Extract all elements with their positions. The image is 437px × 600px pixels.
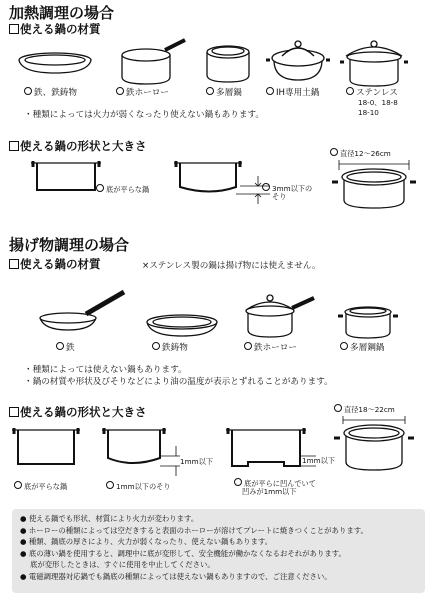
fry-flat-pot-icon: [12, 428, 80, 464]
material-iron: 鉄、鉄鋳物: [24, 87, 77, 99]
fry-warped-pot-icon: [102, 428, 180, 476]
notice-line: ● 電磁調理器対応鍋でも鍋底の種類によっては使えない鍋もありますので、ご注意ください。: [20, 571, 332, 581]
fry-dent-mm: 1mm以下: [302, 456, 335, 465]
fry-diameter-pot-icon: [334, 416, 414, 470]
notice-box: [12, 509, 425, 593]
fry-cast-iron-icon: [147, 315, 217, 336]
fry-dent-label: 底が平らに凹んでいて: [234, 478, 316, 489]
fry-flat-label: 底が平らな鍋: [14, 481, 67, 492]
iron-pan-icon: [19, 53, 91, 73]
heating-title: 加熱調理の場合: [9, 4, 115, 22]
material-stainless: ステンレス: [346, 87, 398, 99]
square-icon: [9, 141, 19, 151]
warped-pot-icon: [174, 161, 270, 204]
diameter-pot-icon: [332, 160, 416, 208]
fry-warp-label: 1mm以下のそり: [106, 481, 171, 492]
notice-line: ● 使える鍋でも形状、材質により火力が変わります。: [20, 514, 199, 523]
clay-pot-icon: [266, 41, 330, 80]
stainless-grade-1: 18-0、18-8: [358, 98, 398, 107]
frying-title: 揚げ物調理の場合: [9, 236, 130, 254]
flat-bottom-pot-icon: [31, 161, 101, 190]
square-icon: [9, 407, 19, 417]
stainless-grade-2: 18-10: [358, 108, 379, 117]
heating-flat-label: 底が平らな鍋: [96, 184, 149, 195]
notice-line: ● 種類、鍋底の厚さにより、火力が弱くなったり、使えない鍋もあります。: [20, 537, 273, 547]
frying-note-1: ・種類によっては使えない鍋もあります。: [24, 365, 187, 375]
heating-shape-title: 使える鍋の形状と大きさ: [9, 138, 147, 154]
fry-iron-pan-icon: [40, 292, 124, 330]
material-ih-clay: IH専用土鍋: [266, 87, 319, 99]
heating-warp-label-2: そり: [272, 192, 287, 201]
fry-material-multilayer: 多層鋼鍋: [340, 342, 384, 354]
frying-material-title: 使える鍋の材質: [9, 256, 101, 272]
multilayer-pot-icon: [207, 46, 249, 82]
frying-note-2: ・鍋の材質や形状及びそりなどにより油の温度が表示とずれることがあります。: [24, 377, 333, 387]
square-icon: [9, 259, 19, 269]
notice-line: 底が変形したときは、すぐに使用を中止してください。: [30, 560, 215, 570]
notice-line: ● ホーローの種類によっては空だきすると表面のホーローが溶けてプレートに焼きつくことがあります。: [20, 525, 368, 535]
fry-material-cast: 鉄鋳物: [152, 342, 188, 354]
material-enamel: 鉄ホーロー: [116, 87, 169, 99]
fry-multilayer-pot-icon: [338, 307, 398, 338]
enamel-pot-icon: [122, 40, 185, 84]
frying-diameter: 直径18～22cm: [334, 404, 395, 415]
frying-warning: ×ステンレス製の鍋は揚げ物には使えません。: [142, 261, 321, 271]
stainless-pot-icon: [340, 41, 408, 86]
heating-material-title: 使える鍋の材質: [9, 21, 101, 37]
fry-material-iron: 鉄: [56, 342, 75, 354]
heating-diameter: 直径12～26cm: [330, 148, 391, 159]
heating-note: ・種類によっては火力が弱くなったり使えない鍋もあります。: [24, 110, 264, 120]
frying-shape-title: 使える鍋の形状と大きさ: [9, 404, 147, 420]
notice-line: ● 底の薄い鍋を使用すると、調理中に底が変形して、安全機能が働かなくなるおそれがあります。: [20, 548, 346, 558]
fry-material-enamel: 鉄ホーロー: [244, 342, 297, 354]
heating-warp-label: 3mm以下の: [262, 183, 312, 194]
fry-warp-mm: 1mm以下: [180, 457, 213, 466]
material-multilayer: 多層鍋: [206, 87, 242, 99]
fry-dent-label-2: 凹みが1mm以下: [242, 487, 297, 496]
fry-enamel-pot-icon: [246, 295, 314, 337]
